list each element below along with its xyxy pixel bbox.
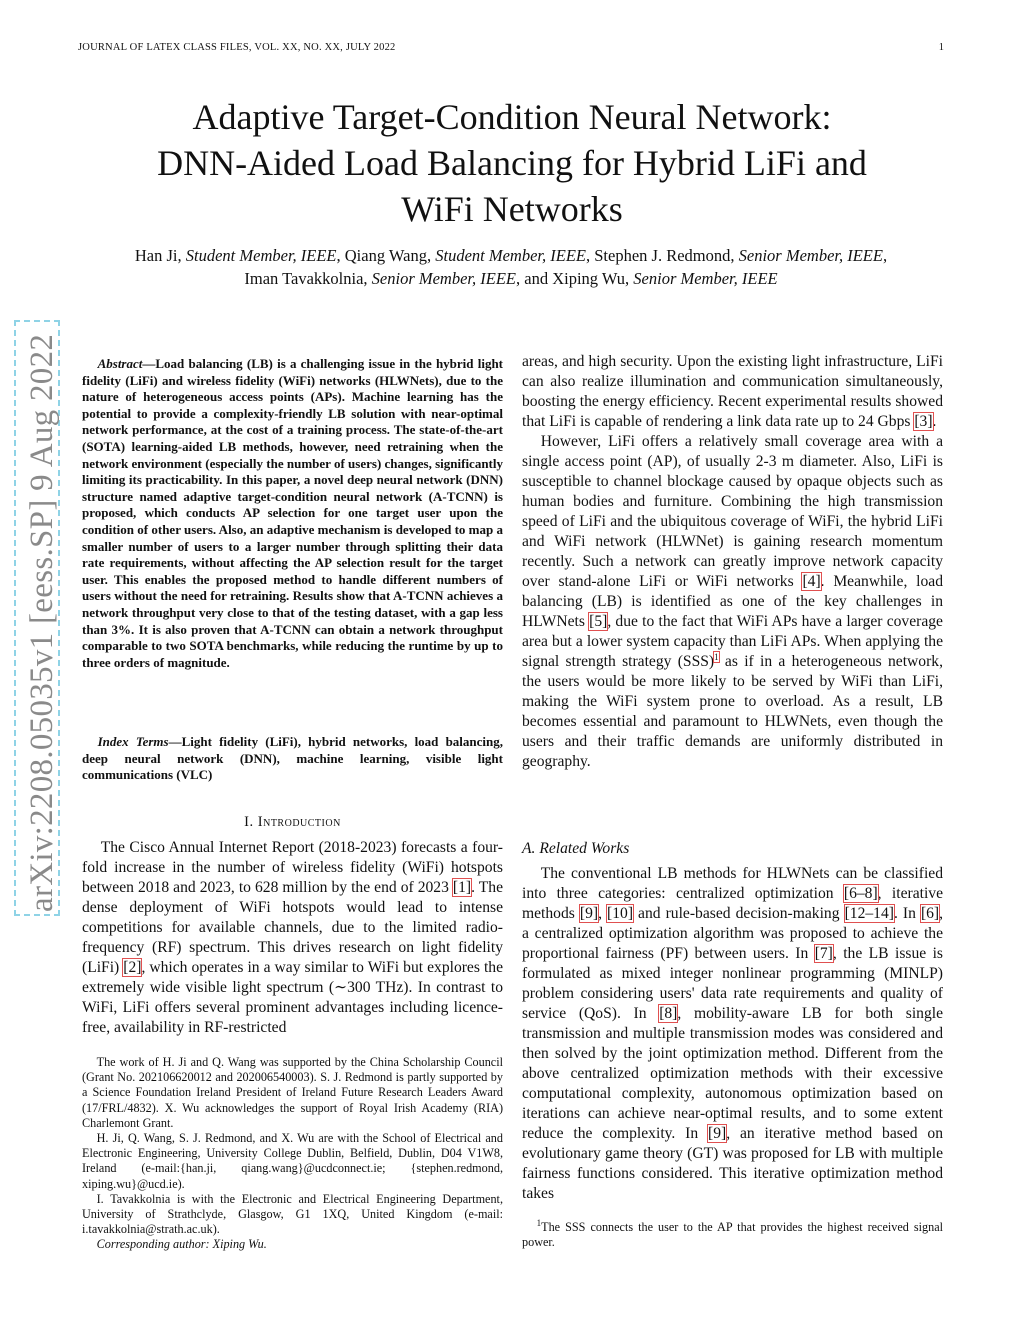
title-line: DNN-Aided Load Balancing for Hybrid LiFi and	[157, 143, 867, 183]
index-terms	[82, 734, 503, 784]
journal-header: JOURNAL OF LATEX CLASS FILES, VOL. XX, NO. XX, JULY 2022	[78, 42, 396, 53]
citation-link[interactable]: [8]	[659, 1005, 678, 1022]
footnote: I. Tavakkolnia is with the Electronic and Electrical Engineering Department, University of Strathclyde, Glasgow, G1 1XQ, United Kingdom (e-mail: i.tavakkolnia@strath.ac.uk).	[82, 1191, 503, 1237]
author-list	[78, 244, 944, 290]
introduction-text: The Cisco Annual Internet Report (2018-2023) forecasts a four-fold increase in the number of wireless fidelity (WiFi) hotspots between 2018 and 2023, to 628 million by the end of 2023 [1]. The dense deployment of WiFi hotspots would lead to intense competitions for available channels, due to the limited radio-frequency (RF) spectrum. This drives research on light fidelity (LiFi) [2], which operates in a way similar to WiFi but explores the extremely wide visible light spectrum (∼300 THz). In contrast to WiFi, LiFi offers several prominent advantages including licence-free, availability in RF-restricted	[82, 839, 503, 1036]
citation-link[interactable]: [9]	[579, 905, 599, 922]
citation-link[interactable]: [7]	[814, 945, 833, 962]
citation-link[interactable]: [4]	[802, 573, 821, 590]
footnote: The work of H. Ji and Q. Wang was supported by the China Scholarship Council (Grant No. 202106620012 and 202006540003). S. J. Redmond is partly supported by a Science Foundation Ireland President of Ireland Future Research Leaders Award (17/FRL/4832). X. Wu acknowledges the support of Royal Irish Academy (RIA) Charlemont Grant.	[82, 1055, 503, 1130]
citation-link[interactable]: [5]	[589, 613, 608, 630]
index-terms-label: Index Terms	[97, 734, 169, 749]
author-line: Han Ji, Student Member, IEEE, Qiang Wang, Student Member, IEEE, Stephen J. Redmond, Senior Member, IEEE,	[134, 246, 888, 265]
paper-title	[90, 94, 934, 232]
page-number: 1	[938, 42, 944, 53]
citation-link[interactable]: [3]	[914, 413, 933, 430]
citation-link[interactable]: [6–8]	[843, 885, 878, 902]
footnote-sss	[522, 1217, 943, 1250]
author-line: Iman Tavakkolnia, Senior Member, IEEE, and Xiping Wu, Senior Member, IEEE	[244, 269, 778, 288]
footnote-link[interactable]: 1	[714, 651, 719, 662]
citation-link[interactable]: [1]	[452, 879, 472, 896]
related-works-text: The conventional LB methods for HLWNets can be classified into three categories: centralized optimization [6–8], iterative methods [9], [10] and rule-based decision-making [12–14]. In [6], a centralized optimization algorithm was proposed to achieve the proportional fairness (PF) between users. In [7], the LB issue is formulated as mixed integer nonlinear programming (MINLP) problem considering users' data rate requirements and quality of service (QoS). In [8], mobility-aware LB for both single transmission and multiple transmission modes was considered and then solved by the joint optimization method. Different from the above centralized optimization methods with their excessive computational complexity, autonomous optimization based on iterations can achieve near-optimal results, and to some extent reduce the complexity. In [9], an iterative method based on evolutionary game theory (GT) was proposed for LB with multiple fairness functions considered. This iterative optimization method takes	[522, 865, 944, 1202]
footnote-mark: 1	[536, 1217, 542, 1228]
abstract-label: Abstract	[97, 356, 143, 371]
citation-link[interactable]: [9]	[708, 1125, 727, 1142]
abstract	[82, 356, 503, 671]
arxiv-stamp[interactable]: arXiv:2208.05035v1 [eess.SP] 9 Aug 2022	[24, 333, 60, 912]
funding-footnotes	[82, 1055, 503, 1253]
footnote-text: The SSS connects the user to the AP that provides the highest received signal power.	[522, 1220, 943, 1250]
index-terms-text: —Light fidelity (LiFi), hybrid networks, load balancing, deep neural network (DNN), machine learning, visible light communications (VLC)	[82, 734, 504, 783]
citation-link[interactable]: [6]	[920, 905, 940, 922]
abstract-text: —Load balancing (LB) is a challenging issue in the hybrid light fidelity (LiFi) and wireless fidelity (WiFi) networks (HLWNets), due to the nature of heterogeneous access points (APs). Machine learning has the potential to provide a complexity-friendly LB solution with near-optimal network performance, at the cost of a training process. The state-of-the-art (SOTA) learning-aided LB methods, however, need retraining when the network environment (especially the number of users) changes, significantly limiting its practicability. In this paper, a novel deep neural network (DNN) structure named adaptive target-condition neural network (A-TCNN) is proposed, which conducts AP selection for one target user upon the condition of other users. Also, an adaptive mechanism is developed to map a smaller number of users to a larger number through splitting their data rate requirements, without affecting the AP selection result for the target user. This enables the proposed method to handle different numbers of users without the need for retraining. Results show that A-TCNN achieves a network throughput very close to that of the testing dataset, with a gap less than 3%. It is also proven that A-TCNN can obtain a network throughput comparable to two SOTA benchmarks, while reducing the runtime by up to three orders of magnitude.	[82, 356, 503, 670]
title-line: WiFi Networks	[401, 189, 623, 229]
citation-link[interactable]: [12–14]	[844, 905, 894, 922]
title-line: Adaptive Target-Condition Neural Network:	[192, 97, 832, 137]
section-heading-introduction: I. Introduction	[244, 814, 341, 830]
subsection-heading: A. Related Works	[522, 840, 630, 857]
footnote: Corresponding author: Xiping Wu.	[96, 1237, 267, 1252]
footnote: H. Ji, Q. Wang, S. J. Redmond, and X. Wu are with the School of Electrical and Electronic Engineering, University College Dublin, Belfield, Dublin, D04 V1W8, Ireland (e-mail:{han.ji, qiang.wang}@ucdconnect.ie; {stephen.redmond, xiping.wu}@ucd.ie).	[82, 1131, 503, 1191]
citation-link[interactable]: [10]	[607, 905, 634, 922]
citation-link[interactable]: [2]	[123, 959, 142, 976]
introduction-continued: areas, and high security. Upon the existing light infrastructure, LiFi can also realize illumination and communication simultaneously, boosting the energy efficiency. Recent experimental results showed that LiFi is capable of rendering a link data rate up to 24 Gbps [3]. However, LiFi offers a relatively small coverage area with a single access point (AP), of usually 2-3 m diameter. Also, LiFi is susceptible to channel blockage caused by opaque objects such as human bodies and furniture. Combining the high transmission speed of LiFi and the ubiquitous coverage of WiFi, the hybrid LiFi and WiFi network (HLWNet) is gaining research momentum recently. Such a network can greatly improve network capacity over stand-alone LiFi or WiFi networks [4]. Meanwhile, load balancing (LB) is identified as one of the key challenges in HLWNets [5], due to the fact that WiFi APs have a larger coverage area but a lower system capacity than LiFi APs. When applying the signal strength strategy (SSS)$^1$ as if in a heterogeneous network, the users would be more likely to be served by WiFi than LiFi, making the WiFi system prone to overload. As a result, LB becomes essential and paramount to HLWNets, even though the users and their traffic demands are uniformly distributed in geography.	[522, 353, 943, 770]
